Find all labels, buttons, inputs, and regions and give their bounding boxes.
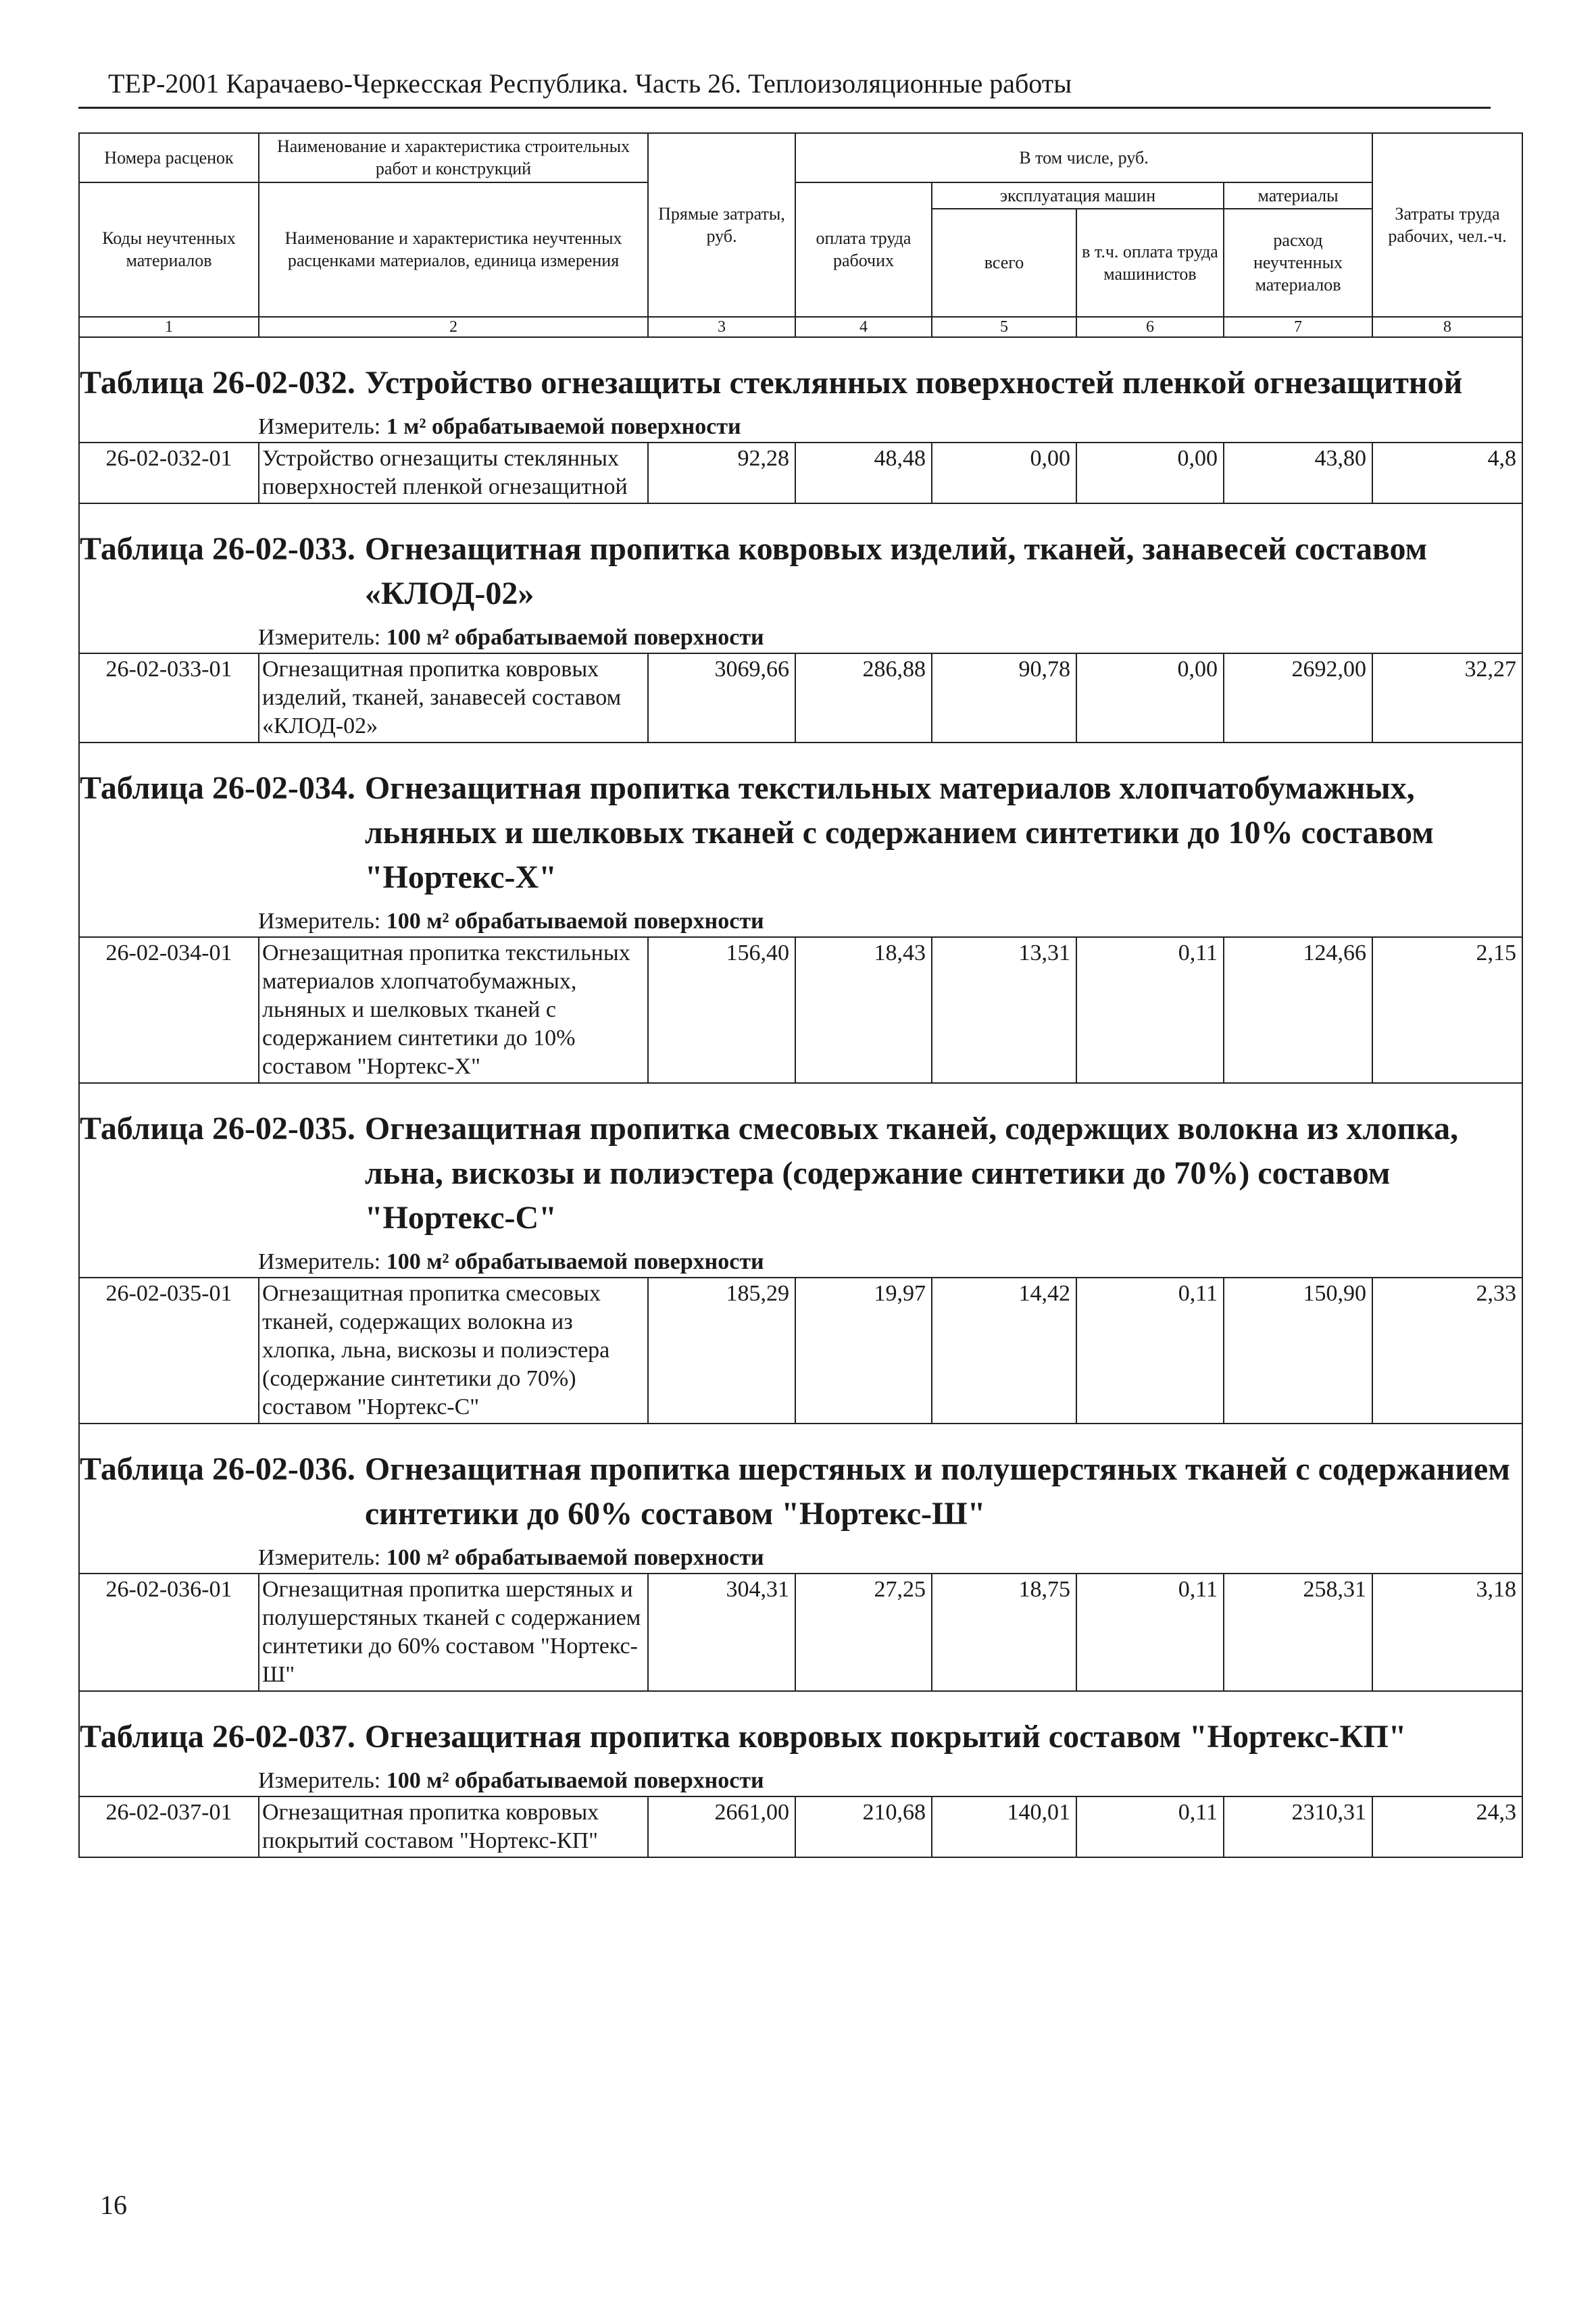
direct-costs-value: 304,31 [648, 1574, 795, 1691]
section-meter [80, 616, 1522, 653]
machinists-pay-value: 0,11 [1076, 1278, 1224, 1424]
page-number: 16 [100, 2190, 127, 2220]
section-meter [80, 1759, 1522, 1796]
table-row [79, 443, 1522, 503]
direct-costs-value: 3069,66 [648, 653, 795, 743]
machines-total-value: 0,00 [932, 443, 1076, 503]
materials-value: 2310,31 [1224, 1796, 1372, 1857]
labor-pay-value: 48,48 [795, 443, 932, 503]
section-title [80, 1424, 1522, 1536]
section-title [80, 1084, 1522, 1240]
section-title-text: Огнезащитная пропитка текстильных материалов хлопчатобумажных, льняных и шелковых тканей с содержанием синтетики до 10% составом "Нортекс-Х" [364, 770, 1434, 895]
section-heading-cell [79, 1424, 1522, 1574]
section-number: Таблица 26-02-033. [80, 530, 355, 567]
table-row [79, 937, 1522, 1083]
materials-value: 2692,00 [1224, 653, 1372, 743]
section-heading-cell [79, 503, 1522, 653]
table-row [79, 1278, 1522, 1424]
col-number: 5 [932, 317, 1076, 337]
rate-code: 26-02-034-01 [79, 937, 259, 1083]
section-heading-row [79, 1083, 1522, 1278]
header-machines: эксплуатация машин [932, 182, 1224, 209]
header-labor-costs: Затраты труда рабочих, чел.-ч. [1372, 133, 1522, 317]
direct-costs-value: 185,29 [648, 1278, 795, 1424]
direct-costs-value: 2661,00 [648, 1796, 795, 1857]
table-row [79, 653, 1522, 743]
rate-code: 26-02-037-01 [79, 1796, 259, 1857]
meter-value: 100 м² обрабатываемой поверхности [386, 624, 764, 650]
section-heading-row [79, 1424, 1522, 1574]
labor-pay-value: 286,88 [795, 653, 932, 743]
section-meter [80, 900, 1522, 936]
col-number: 4 [795, 317, 932, 337]
machines-total-value: 140,01 [932, 1796, 1076, 1857]
table-row [79, 1796, 1522, 1857]
section-number: Таблица 26-02-035. [80, 1110, 355, 1147]
price-table [78, 132, 1523, 1858]
header-machinists-pay: в т.ч. оплата труда машинистов [1076, 209, 1224, 317]
labor-pay-value: 18,43 [795, 937, 932, 1083]
price-sheet [78, 132, 1522, 1858]
header-machines-total: всего [932, 209, 1076, 317]
materials-value: 43,80 [1224, 443, 1372, 503]
labor-costs-value: 3,18 [1372, 1574, 1522, 1691]
section-title-text: Огнезащитная пропитка ковровых покрытий составом "Нортекс-КП" [364, 1718, 1407, 1755]
header-in-total: В том числе, руб. [795, 133, 1372, 182]
meter-value: 100 м² обрабатываемой поверхности [386, 1544, 764, 1570]
meter-label: Измеритель: [258, 1544, 381, 1570]
section-title-text: Огнезащитная пропитка смесовых тканей, содержщих волокна из хлопка, льна, вискозы и полиэстера (содержание синтетики до 70%) составом "Нортекс-С" [364, 1110, 1459, 1236]
section-meter [80, 1240, 1522, 1277]
col-number: 3 [648, 317, 795, 337]
machines-total-value: 14,42 [932, 1278, 1076, 1424]
meter-value: 1 м² обрабатываемой поверхности [386, 413, 741, 439]
materials-value: 150,90 [1224, 1278, 1372, 1424]
machines-total-value: 18,75 [932, 1574, 1076, 1691]
section-heading-cell [79, 337, 1522, 443]
header-labor-pay: оплата труда рабочих [795, 182, 932, 317]
table-header [79, 133, 1522, 337]
header-unaccounted-codes: Коды неучтенных материалов [79, 182, 259, 317]
section-meter [80, 1536, 1522, 1573]
rate-code: 26-02-035-01 [79, 1278, 259, 1424]
section-heading-cell [79, 1083, 1522, 1278]
section-heading-cell [79, 1691, 1522, 1796]
meter-label: Измеритель: [258, 1767, 381, 1793]
labor-costs-value: 2,15 [1372, 937, 1522, 1083]
table-sections [79, 337, 1522, 1857]
section-title [80, 1692, 1522, 1759]
meter-value: 100 м² обрабатываемой поверхности [386, 1767, 764, 1793]
machinists-pay-value: 0,11 [1076, 937, 1224, 1083]
col-number: 2 [259, 317, 648, 337]
section-number: Таблица 26-02-037. [80, 1718, 355, 1755]
labor-costs-value: 4,8 [1372, 443, 1522, 503]
section-title-text: Устройство огнезащиты стеклянных поверхностей пленкой огнезащитной [364, 364, 1463, 401]
header-codes-cell: Номера расценок [79, 133, 259, 182]
header-materials: материалы [1224, 182, 1372, 209]
rate-name: Огнезащитная пропитка текстильных материалов хлопчатобумажных, льняных и шелковых тканей с содержанием синтетики до 10% составом "Нортекс-Х" [259, 937, 648, 1083]
column-number-row [79, 317, 1522, 337]
section-number: Таблица 26-02-034. [80, 770, 355, 806]
materials-value: 124,66 [1224, 937, 1372, 1083]
col-number: 1 [79, 317, 259, 337]
machinists-pay-value: 0,00 [1076, 443, 1224, 503]
labor-costs-value: 2,33 [1372, 1278, 1522, 1424]
table-row [79, 1574, 1522, 1691]
rate-name: Огнезащитная пропитка шерстяных и полушерстяных тканей с содержанием синтетики до 60% составом "Нортекс-Ш" [259, 1574, 648, 1691]
section-title [80, 504, 1522, 616]
section-heading-row [79, 1691, 1522, 1796]
direct-costs-value: 92,28 [648, 443, 795, 503]
rate-code: 26-02-032-01 [79, 443, 259, 503]
direct-costs-value: 156,40 [648, 937, 795, 1083]
materials-value: 258,31 [1224, 1574, 1372, 1691]
header-materials-unaccounted: расход неучтенных материалов [1224, 209, 1372, 317]
meter-label: Измеритель: [258, 908, 381, 934]
header-name-cell: Наименование и характеристика строительных работ и конструкций [259, 133, 648, 182]
labor-pay-value: 19,97 [795, 1278, 932, 1424]
section-number: Таблица 26-02-032. [80, 364, 355, 401]
machines-total-value: 90,78 [932, 653, 1076, 743]
section-heading-cell [79, 743, 1522, 937]
col-number: 8 [1372, 317, 1522, 337]
meter-label: Измеритель: [258, 413, 381, 439]
section-number: Таблица 26-02-036. [80, 1451, 355, 1487]
section-meter [80, 405, 1522, 442]
machinists-pay-value: 0,11 [1076, 1796, 1224, 1857]
document-title: ТЕР-2001 Карачаево-Черкесская Республика. Часть 26. Теплоизоляционные работы [108, 68, 1072, 99]
section-title [80, 743, 1522, 900]
machines-total-value: 13,31 [932, 937, 1076, 1083]
rate-name: Огнезащитная пропитка ковровых покрытий составом "Нортекс-КП" [259, 1796, 648, 1857]
meter-label: Измеритель: [258, 624, 381, 650]
meter-label: Измеритель: [258, 1249, 381, 1274]
labor-costs-value: 24,3 [1372, 1796, 1522, 1857]
machinists-pay-value: 0,11 [1076, 1574, 1224, 1691]
labor-pay-value: 210,68 [795, 1796, 932, 1857]
title-rule [78, 107, 1491, 109]
header-direct-costs: Прямые затраты, руб. [648, 133, 795, 317]
header-unaccounted-name: Наименование и характеристика неучтенных расценками материалов, единица измерения [259, 182, 648, 317]
rate-name: Огнезащитная пропитка смесовых тканей, содержащих волокна из хлопка, льна, вискозы и полиэстера (содержание синтетики до 70%) составом "Нортекс-С" [259, 1278, 648, 1424]
section-heading-row [79, 337, 1522, 443]
section-title [80, 338, 1522, 405]
section-heading-row [79, 503, 1522, 653]
labor-pay-value: 27,25 [795, 1574, 932, 1691]
section-title-text: Огнезащитная пропитка ковровых изделий, тканей, занавесей составом «КЛОД-02» [364, 530, 1428, 611]
rate-code: 26-02-033-01 [79, 653, 259, 743]
meter-value: 100 м² обрабатываемой поверхности [386, 908, 764, 934]
rate-name: Огнезащитная пропитка ковровых изделий, тканей, занавесей составом «КЛОД-02» [259, 653, 648, 743]
col-number: 7 [1224, 317, 1372, 337]
rate-code: 26-02-036-01 [79, 1574, 259, 1691]
col-number: 6 [1076, 317, 1224, 337]
labor-costs-value: 32,27 [1372, 653, 1522, 743]
section-heading-row [79, 743, 1522, 937]
rate-name: Устройство огнезащиты стеклянных поверхностей пленкой огнезащитной [259, 443, 648, 503]
meter-value: 100 м² обрабатываемой поверхности [386, 1249, 764, 1274]
machinists-pay-value: 0,00 [1076, 653, 1224, 743]
section-title-text: Огнезащитная пропитка шерстяных и полушерстяных тканей с содержанием синтетики до 60% составом "Нортекс-Ш" [364, 1451, 1510, 1532]
